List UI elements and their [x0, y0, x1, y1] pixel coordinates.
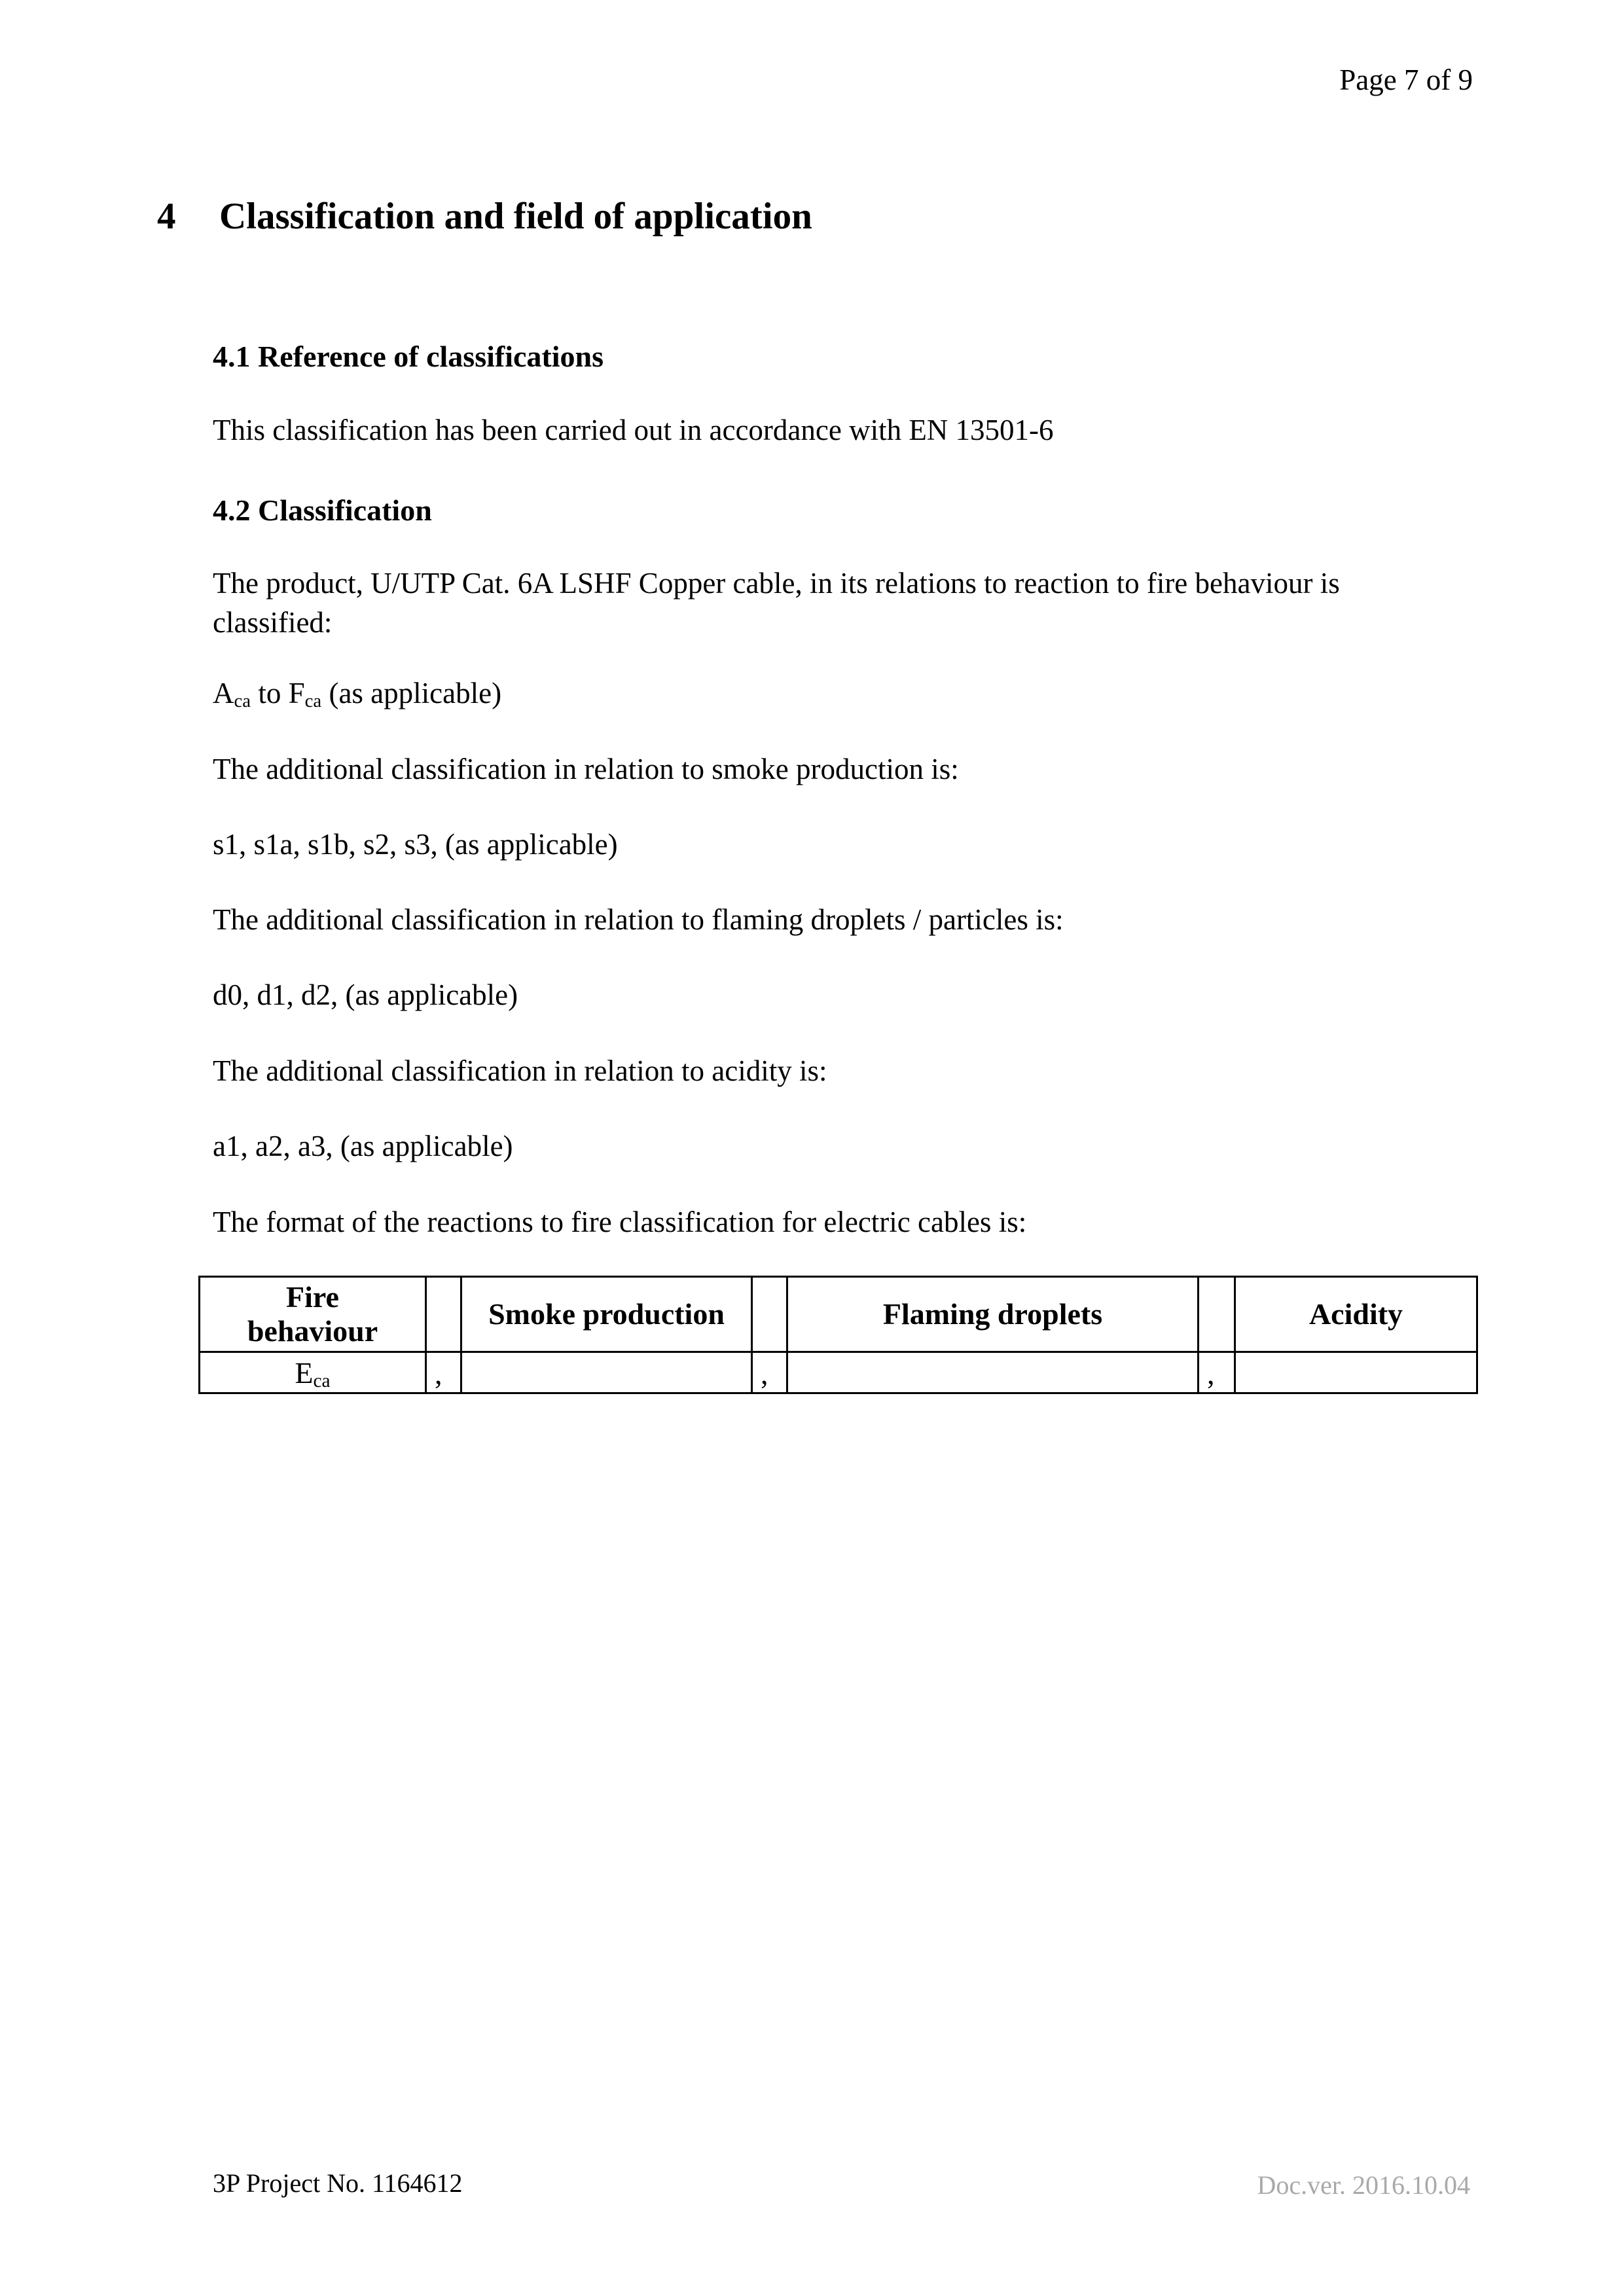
section-heading	[157, 195, 812, 238]
table-header-row	[200, 1277, 1477, 1352]
header-fire-line2: behaviour	[247, 1314, 378, 1348]
subsection-heading-4-2: 4.2 Classification	[213, 493, 432, 527]
acidity-classification-values: a1, a2, a3, (as applicable)	[213, 1130, 513, 1162]
droplets-classification-values: d0, d1, d2, (as applicable)	[213, 978, 518, 1011]
header-cell-smoke-production: Smoke production	[461, 1277, 752, 1352]
class-f-subscript: ca	[304, 691, 322, 712]
classification-format-table	[198, 1276, 1478, 1394]
format-statement: The format of the reactions to fire classification for electric cables is:	[213, 1206, 1027, 1238]
class-f-base: F	[288, 677, 305, 709]
cell-comma-1: ,	[426, 1352, 461, 1393]
droplets-classification-label: The additional classification in relation to flaming droplets / particles is:	[213, 903, 1064, 936]
class-a-subscript: ca	[234, 691, 251, 712]
smoke-classification-label: The additional classification in relation to smoke production is:	[213, 753, 959, 785]
cell-comma-2: ,	[752, 1352, 787, 1393]
as-applicable-note: (as applicable)	[321, 677, 502, 709]
header-separator-cell-3	[1199, 1277, 1235, 1352]
cell-fire-behaviour-value	[200, 1352, 426, 1393]
header-separator-cell-2	[752, 1277, 787, 1352]
section-title: Classification and field of application	[219, 196, 812, 237]
fire-class-subscript: ca	[313, 1370, 331, 1391]
header-cell-fire-behaviour	[200, 1277, 426, 1352]
header-fire-line1: Fire	[286, 1280, 339, 1314]
cell-acidity-value-empty	[1235, 1352, 1477, 1393]
class-a-base: A	[213, 677, 234, 709]
cell-smoke-value-empty	[461, 1352, 752, 1393]
footer-project-number: 3P Project No. 1164612	[213, 2168, 463, 2198]
smoke-classification-values: s1, s1a, s1b, s2, s3, (as applicable)	[213, 828, 618, 861]
classification-intro-paragraph: The product, U/UTP Cat. 6A LSHF Copper cable, in its relations to reaction to fire behaviour is classified:	[213, 567, 1340, 639]
section-number: 4	[157, 196, 176, 237]
header-separator-cell-1	[426, 1277, 461, 1352]
cell-droplets-value-empty	[787, 1352, 1199, 1393]
subsection-heading-4-1: 4.1 Reference of classifications	[213, 340, 604, 373]
fire-class-base: E	[295, 1355, 314, 1390]
footer-doc-version: Doc.ver. 2016.10.04	[1257, 2170, 1470, 2200]
range-connector: to	[251, 677, 289, 709]
page-number: Page 7 of 9	[1339, 63, 1473, 96]
table-data-row	[200, 1352, 1477, 1393]
cell-comma-3: ,	[1199, 1352, 1235, 1393]
reference-statement: This classification has been carried out in accordance with EN 13501-6	[213, 414, 1054, 446]
acidity-classification-label: The additional classification in relation to acidity is:	[213, 1054, 827, 1087]
header-cell-flaming-droplets: Flaming droplets	[787, 1277, 1199, 1352]
header-cell-acidity: Acidity	[1235, 1277, 1477, 1352]
fire-class-range	[213, 676, 501, 710]
